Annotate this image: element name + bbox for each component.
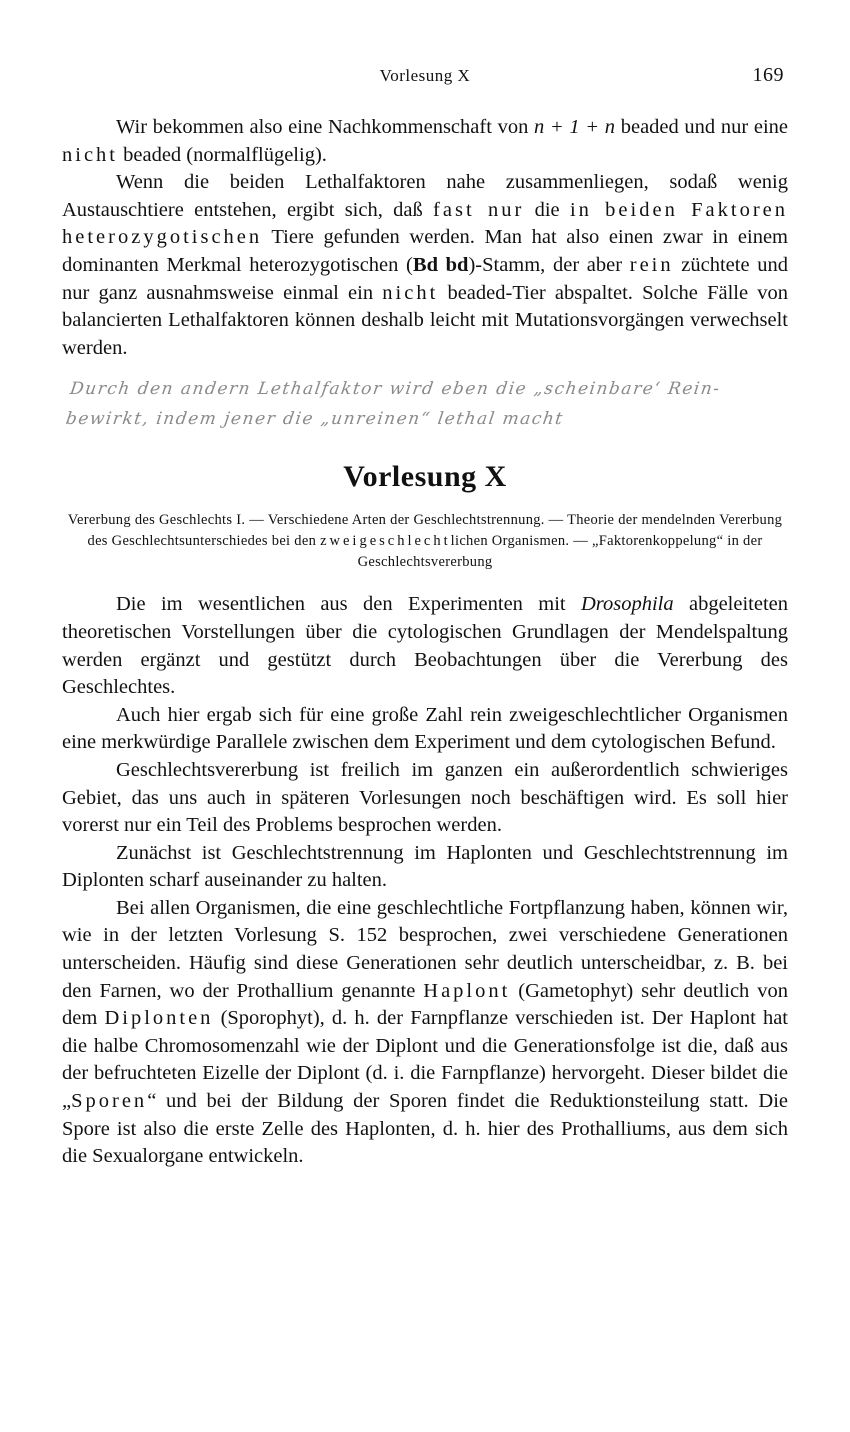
genotype-bold: Bd bd — [412, 253, 469, 276]
paragraph: Wenn die beiden Lethalfaktoren nahe zusammenliegen, sodaß wenig Austauschtiere entstehen, ergibt sich, daß fast nur die in beiden Faktoren heterozygotischen Tiere gefunden werden. Man hat also einen zwar in einem dominanten Merkmal heterozygotischen (Bd bd)-Stamm, der aber rein züchtete und nur ganz ausnahmsweise einmal ein nicht beaded-Tier abspaltet. Solche Fälle von balancierten Lethalfaktoren können deshalb leicht mit Mutationsvorgängen verwechselt werden. — [62, 171, 788, 359]
book-page — [62, 60, 788, 1171]
continued-text — [62, 114, 788, 362]
running-header — [62, 60, 788, 92]
emphasis-spaced: fast nur — [433, 198, 525, 221]
paragraph: Wir bekommen also eine Nachkommenschaft von n + 1 + n beaded und nur eine nicht beaded (normalflügelig). — [62, 116, 788, 166]
emphasis-spaced: Sporen — [71, 1090, 148, 1113]
emphasis-spaced: zweigeschlecht — [320, 533, 451, 550]
emphasis-spaced: nicht — [382, 281, 439, 304]
emphasis-spaced: Haplont — [423, 979, 511, 1002]
running-title: Vorlesung X — [379, 66, 471, 85]
paragraph: Auch hier ergab sich für eine große Zahl rein zweigeschlechtlicher Organismen eine merkwürdige Parallele zwischen dem Experiment und dem cytologischen Befund. — [62, 703, 788, 754]
genus-name: Drosophila — [580, 593, 674, 616]
lecture-body — [62, 591, 788, 1170]
page-number: 169 — [752, 64, 784, 86]
paragraph: Zunächst ist Geschlechtstrennung im Haplonten und Geschlechtstrennung im Diplonten scharf auseinander zu halten. — [62, 841, 788, 892]
paragraph: Geschlechtsvererbung ist freilich im ganzen ein außerordentlich schwieriges Gebiet, das uns auch in späteren Vorlesungen noch beschäftigen wird. Es soll hier vorerst nur ein Teil des Problems besprochen werden. — [62, 758, 788, 837]
emphasis-spaced: Diplonten — [104, 1007, 214, 1030]
formula: n + 1 + n — [533, 116, 616, 138]
lecture-summary: Vererbung des Geschlechts I. — Verschiedene Arten der Geschlechtstrennung. — Theorie der mendelnden Vererbung des Geschlechtsunterschiedes bei den zweigeschlechtlichen Organismen. — „Faktorenkoppelung“ in der Geschlechtsvererbung — [67, 512, 783, 571]
paragraph: Bei allen Organismen, die eine geschlechtliche Fortpflanzung haben, können wir, wie in der letzten Vorlesung S. 152 besprochen, zwei verschiedene Generationen unterscheiden. Häufig sind diese Generationen sehr deutlich unterscheidbar, z. B. bei den Farnen, wo der Prothallium genannte Haplont (Gametophyt) sehr deutlich von dem Diplonten (Sporophyt), d. h. der Farnpflanze verschieden ist. Der Haplont hat die halbe Chromosomenzahl wie der Diplont und die Generationsfolge ist die, daß aus der befruchteten Eizelle der Diplont (d. i. die Farnpflanze) hervorgeht. Dieser bildet die „Sporen“ und bei der Bildung der Sporen findet die Reduktionsteilung statt. Die Spore ist also die erste Zelle des Haplonten, d. h. hier des Prothalliums, aus dem sich die Sexualorgane entwickeln. — [62, 896, 789, 1168]
handwritten-annotation — [64, 374, 850, 434]
emphasis-spaced: rein — [629, 253, 674, 276]
emphasis-spaced: in beiden Faktoren heterozygotischen — [62, 198, 788, 249]
paragraph: Die im wesentlichen aus den Experimenten mit Drosophila abgeleiteten theoretischen Vorstellungen über die cytologischen Grundlagen der Mendelspaltung werden ergänzt und gestützt durch Beobachtungen über die Vererbung des Geschlechtes. — [62, 593, 789, 699]
emphasis-spaced: nicht — [62, 143, 118, 166]
handwritten-line: Durch den andern Lethalfaktor wird eben die „scheinbare‘ Rein- — [68, 379, 722, 400]
lecture-heading: Vorlesung X — [343, 460, 507, 494]
handwritten-line: bewirkt, indem jener die „unreinen“ lethal macht — [64, 409, 566, 430]
